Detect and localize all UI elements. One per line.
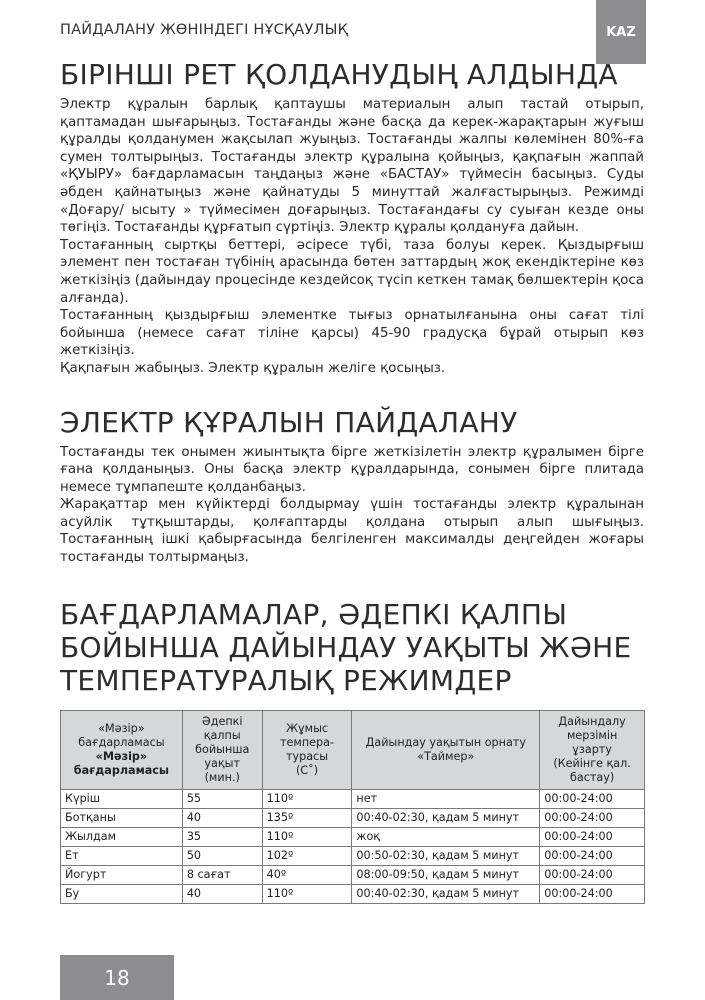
table-row xyxy=(61,846,645,865)
table-row xyxy=(61,827,645,846)
cell-temp: 135º xyxy=(262,808,352,827)
table-row xyxy=(61,808,645,827)
cell-time: 8 сағат xyxy=(182,865,262,884)
cell-time: 40 xyxy=(182,884,262,903)
cell-program: Ет xyxy=(61,846,183,865)
section-heading-before-first-use: БІРІНШІ РЕТ ҚОЛДАНУДЫҢ АЛДЫНДА xyxy=(60,58,618,91)
page-number: 18 xyxy=(60,955,174,1000)
heading-line: БОЙЫНША ДАЙЫНДАУ УАҚЫТЫ ЖӘНЕ xyxy=(60,630,632,664)
cell-program: Йогурт xyxy=(61,865,183,884)
cell-time: 40 xyxy=(182,808,262,827)
cell-temp: 40º xyxy=(262,865,352,884)
paragraph: Тостағанды тек онымен жиынтықта бірге жеткізілетін электр құралымен бірге ғана қолданыңыз. Оны басқа электр құралдарында, сонымен бірге плитада немесе тұмпапеште қолданбаңыз. xyxy=(60,444,644,495)
cell-timer: 00:40-02:30, қадам 5 минут xyxy=(352,808,540,827)
cell-temp: 110º xyxy=(262,827,352,846)
header-temperature: Жұмыс темпера- турасы (С˚) xyxy=(262,710,352,789)
cell-program: Ботқаны xyxy=(61,808,183,827)
cell-delay: 00:00-24:00 xyxy=(540,827,645,846)
heading-line: БАҒДАРЛАМАЛАР, ӘДЕПКІ ҚАЛПЫ xyxy=(60,597,568,631)
paragraph: Қақпағын жабыңыз. Электр құралын желіге қосыңыз. xyxy=(60,360,446,376)
running-header: ПАЙДАЛАНУ ЖӨНІНДЕГІ НҰСҚАУЛЫҚ xyxy=(60,22,349,38)
header-default-time: Әдепкі қалпы бойынша уақыт (мин.) xyxy=(182,710,262,789)
heading-line: ТЕМПЕРАТУРАЛЫҚ РЕЖИМДЕР xyxy=(60,663,512,697)
section-heading-usage: ЭЛЕКТР ҚҰРАЛЫН ПАЙДАЛАНУ xyxy=(60,405,518,439)
cell-temp: 110º xyxy=(262,884,352,903)
cell-timer: жоқ xyxy=(352,827,540,846)
cell-temp: 110º xyxy=(262,789,352,808)
table-row xyxy=(61,865,645,884)
language-tab: KAZ xyxy=(596,0,646,64)
cell-time: 50 xyxy=(182,846,262,865)
cell-program: Бу xyxy=(61,884,183,903)
header-timer: Дайындау уақытын орнату «Таймер» xyxy=(352,710,540,789)
cell-temp: 102º xyxy=(262,846,352,865)
paragraph: Тостағанның сыртқы беттері, әсіресе түбі, таза болуы керек. Қыздырғыш элемент пен тостаған түбінің арасында бөтен заттардың жоқ екендіктеріне көз жеткізіңіз (дайындау процесінде кездейсоқ түсіп кеткен тамақ бөлшектерін қоса алғанда). xyxy=(60,237,644,306)
header-program: «Мәзір» бағдарламасы «Мәзір» бағдарламасы xyxy=(61,710,183,789)
header-delay-start: Дайындалу мерзімін ұзарту (Кейінге қал. бастау) xyxy=(540,710,645,789)
cell-timer: 00:40-02:30, қадам 5 минут xyxy=(352,884,540,903)
cell-delay: 00:00-24:00 xyxy=(540,884,645,903)
cell-program: Жылдам xyxy=(61,827,183,846)
paragraph: Электр құралын барлық қаптаушы материалын алып тастай отырып, қаптамадан шығарыңыз. Тостағанды және басқа да керек-жарақтарын жуғыш құралды қолданумен жақсылап жуыңыз. Тостағанды жалпы көлемінен 80%-ға сумен толтырыңыз. Тостағанды электр құралына қойыңыз, қақпағын жаппай «ҚУЫРУ» бағдарламасын таңдаңыз және «БАСТАУ» түймесін басыңыз. Суды әбден қайнатыңыз және қайнатуды 5 минуттай жалғастырыңыз. Режимді «Доғару/ ысыту » түймесімен доғарыңыз. Тостағандағы су суыған кезде оны төгіңіз. Тостағанды құрғатып сүртіңіз. Электр құралы қолдануға дайын. xyxy=(60,97,644,236)
cell-time: 35 xyxy=(182,827,262,846)
table-header-row xyxy=(61,710,645,789)
cell-delay: 00:00-24:00 xyxy=(540,808,645,827)
cell-program: Күріш xyxy=(61,789,183,808)
table-row xyxy=(61,884,645,903)
cell-delay: 00:00-24:00 xyxy=(540,846,645,865)
cell-delay: 00:00-24:00 xyxy=(540,789,645,808)
cell-delay: 00:00-24:00 xyxy=(540,865,645,884)
cell-time: 55 xyxy=(182,789,262,808)
cell-timer: 08:00-09:50, қадам 5 минут xyxy=(352,865,540,884)
section-heading-programs xyxy=(60,598,644,697)
cell-timer: 00:50-02:30, қадам 5 минут xyxy=(352,846,540,865)
paragraph: Жарақаттар мен күйіктерді болдырмау үшін тостағанды электр құралынан асуйлік тұтқыштарды, қолғаптарды қолдана отырып алып шығыңыз. Тостағанның ішкі қабырғасында белгіленген максималды деңгейден жоғары тостағанды толтырмаңыз. xyxy=(60,497,644,566)
table-row xyxy=(61,789,645,808)
page-content xyxy=(60,58,644,904)
paragraph: Тостағанның қыздырғыш элементке тығыз орнатылғанына оны сағат тілі бойынша (немесе сағат тіліне қарсы) 45-90 градусқа бұрай отырып көз жеткізіңіз. xyxy=(60,308,644,359)
programs-table xyxy=(60,710,645,904)
cell-timer: нет xyxy=(352,789,540,808)
